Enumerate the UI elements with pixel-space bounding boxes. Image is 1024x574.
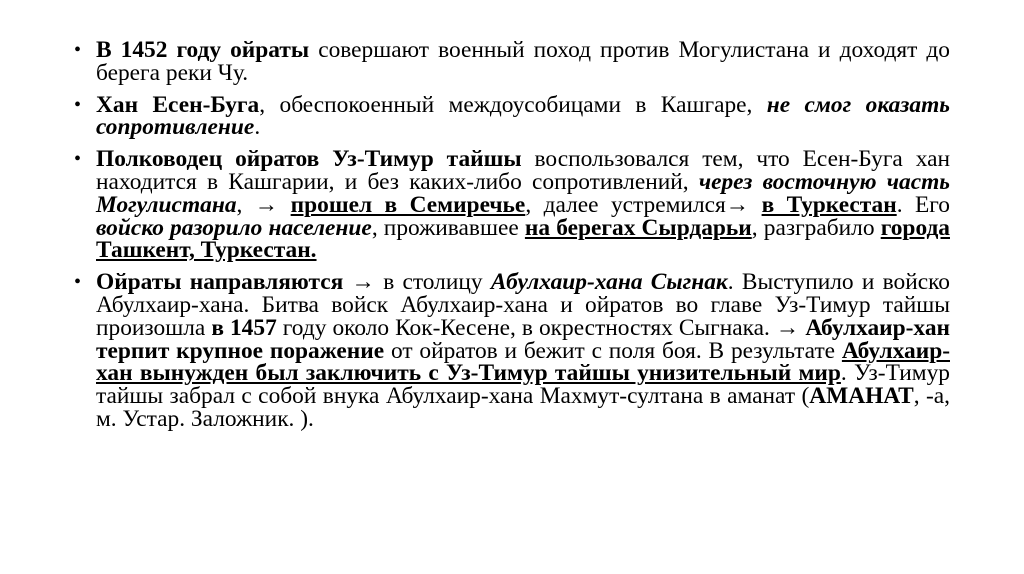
text-run: Хан Есен-Буга (96, 91, 260, 118)
text-run: . Уз-Тимур тайшы забрал с собой внука Абулхаир-хана Махмут-султана в аманат ( (96, 360, 950, 410)
text-run: города Ташкент, Туркестан. (96, 214, 950, 264)
bullet-icon: • (74, 148, 82, 171)
text-run: через восточную часть Могулистана (96, 168, 950, 218)
text-run: в Туркестан (761, 191, 897, 218)
text-run: АМАНАТ (809, 383, 914, 410)
text-run: в 1457 (211, 314, 277, 341)
bullet-item-uz-timur (74, 148, 950, 262)
text-run: от ойратов и бежит с поля боя. В результате (384, 337, 842, 364)
text-run: . Его (896, 191, 950, 218)
bullet-item-oirats-sygnak (74, 271, 950, 431)
bullet-item-1452-campaign (74, 39, 950, 85)
text-run: , разграбило (751, 214, 881, 241)
bullet-item-esen-buga (74, 91, 950, 141)
text-run: Абулхаир-хан вынужден был заключить с Уз-Тимур тайшы унизительный мир (96, 337, 950, 387)
text-run: совершают военный поход против Могулистана и доходят до берега реки Чу. (96, 37, 950, 86)
text-run: В 1452 году ойраты (96, 37, 310, 63)
text-run: воспользовался тем, что Есен-Буга хан находится в Кашгарии, и без каких-либо сопротивлений, (96, 146, 951, 195)
text-run: Абулхаир-хана Сыгнак (490, 269, 728, 296)
bullet-icon: • (74, 39, 82, 61)
text-run: , -а, м. Устар. Заложник. ). (96, 383, 950, 432)
text-run: , обеспокоенный междоусобицами в Кашгаре, (259, 91, 767, 118)
text-run: → в столицу (343, 269, 491, 296)
text-run: Полководец ойратов Уз-Тимур тайшы (96, 146, 522, 173)
text-run: , проживавшее (371, 214, 525, 241)
text-run: прошел в Семиречье (290, 191, 526, 218)
text-run: Абулхаир-хан терпит крупное поражение (96, 314, 950, 364)
text-run: , → (236, 191, 291, 218)
text-run: на берегах Сырдарьи (524, 214, 752, 241)
text-run: году около Кок-Кесене, в окрестностях Сыгнака. → (276, 314, 806, 341)
text-run: не смог оказать сопротивление (96, 91, 950, 141)
text-run: . (254, 114, 261, 141)
bullet-icon: • (74, 93, 82, 116)
text-run: войско разорило население (96, 214, 372, 241)
text-run: , далее устремился→ (525, 191, 762, 218)
text-run: . Выступило и войско Абулхаир-хана. Битва войск Абулхаир-хана и ойратов во главе Уз-Тимур тайшы произошла (96, 269, 950, 341)
bullet-list (74, 39, 950, 440)
bullet-icon: • (74, 271, 82, 294)
text-run: Ойраты направляются (96, 269, 344, 296)
